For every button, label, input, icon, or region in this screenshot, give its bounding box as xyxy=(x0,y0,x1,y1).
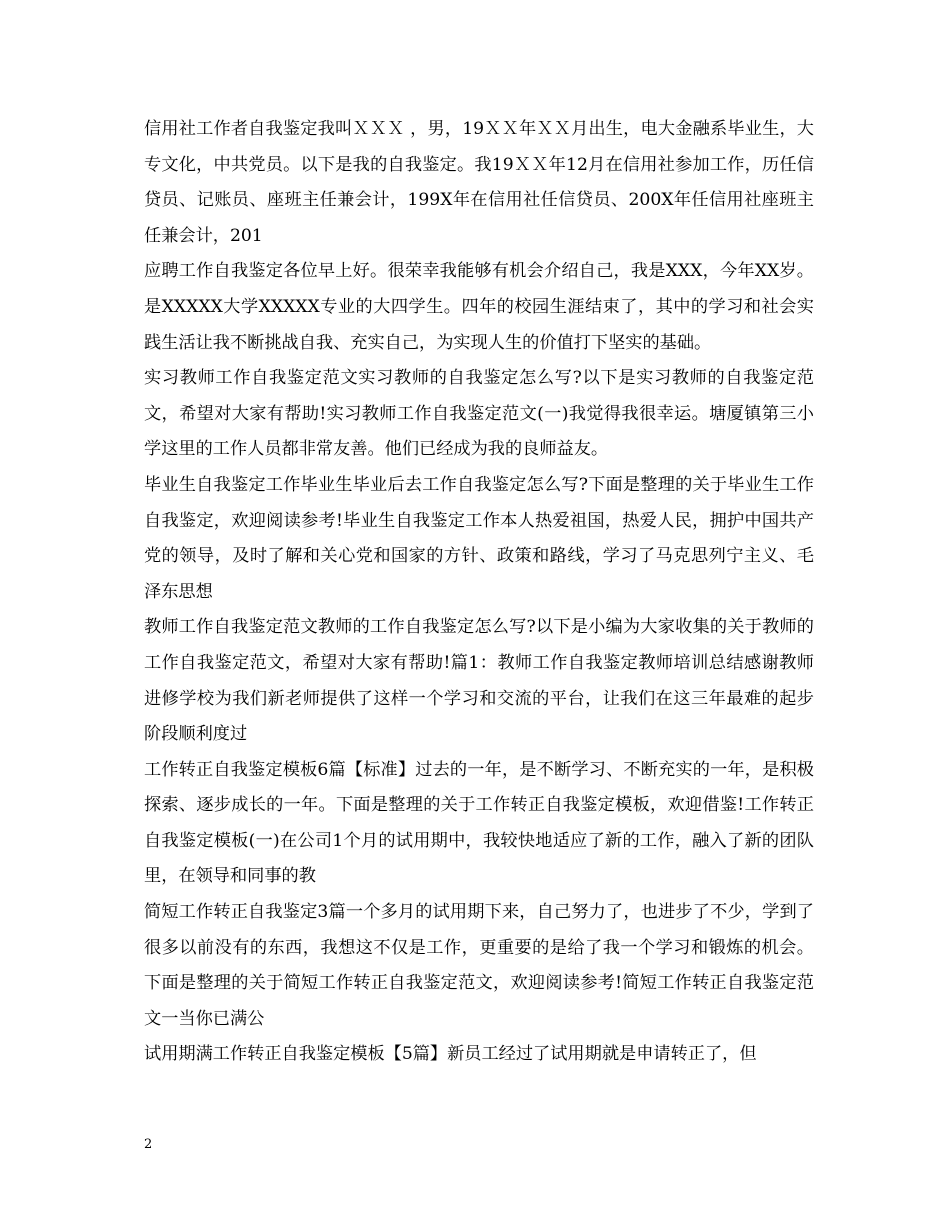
paragraph-job-application-appraisal: 应聘工作自我鉴定各位早上好。很荣幸我能够有机会介绍自己，我是XXX，今年XX岁。是XXXXX大学XXXXX专业的大四学生。四年的校园生涯结束了，其中的学习和社会实践生活让我不断挑战自我、充实自己，为实现人生的价值打下坚实的基础。 xyxy=(144,261,814,353)
paragraph-graduate-appraisal: 毕业生自我鉴定工作毕业生毕业后去工作自我鉴定怎么写?下面是整理的关于毕业生工作自我鉴定，欢迎阅读参考!毕业生自我鉴定工作本人热爱祖国，热爱人民，拥护中国共产党的领导，及时了解和关心党和国家的方针、政策和路线，学习了马克思列宁主义、毛泽东思想 xyxy=(144,474,814,602)
paragraph-probation-template: 工作转正自我鉴定模板6篇【标准】过去的一年，是不断学习、不断充实的一年，是积极探索、逐步成长的一年。下面是整理的关于工作转正自我鉴定模板，欢迎借鉴!工作转正自我鉴定模板(一)在公司1个月的试用期中，我较快地适应了新的工作，融入了新的团队里，在领导和同事的教 xyxy=(144,759,814,887)
paragraph-probation-end-template: 试用期满工作转正自我鉴定模板【5篇】新员工经过了试用期就是申请转正了，但 xyxy=(144,1044,757,1065)
paragraph-intern-teacher-appraisal: 实习教师工作自我鉴定范文实习教师的自我鉴定怎么写?以下是实习教师的自我鉴定范文，希望对大家有帮助!实习教师工作自我鉴定范文(一)我觉得我很幸运。塘厦镇第三小学这里的工作人员都非常友善。他们已经成为我的良师益友。 xyxy=(144,368,814,460)
document-body xyxy=(144,112,814,1073)
paragraph-credit-union-appraisal: 信用社工作者自我鉴定我叫ＸＸＸ ，男，19ＸＸ年ＸＸ月出生，电大金融系毕业生，大专文化，中共党员。以下是我的自我鉴定。我19ＸＸ年12月在信用社参加工作，历任信贷员、记账员、座班主任兼会计，199X年在信用社任信贷员、200X年任信用社座班主任兼会计，201 xyxy=(144,119,814,246)
page-number: 2 xyxy=(144,1137,153,1152)
paragraph-short-probation-appraisal: 简短工作转正自我鉴定3篇一个多月的试用期下来，自己努力了，也进步了不少，学到了很多以前没有的东西，我想这不仅是工作，更重要的是给了我一个学习和锻炼的机会。下面是整理的关于简短工作转正自我鉴定范文，欢迎阅读参考!简短工作转正自我鉴定范文一当你已满公 xyxy=(144,902,814,1029)
paragraph-teacher-appraisal: 教师工作自我鉴定范文教师的工作自我鉴定怎么写?以下是小编为大家收集的关于教师的工作自我鉴定范文，希望对大家有帮助!篇1：教师工作自我鉴定教师培训总结感谢教师进修学校为我们新老师提供了这样一个学习和交流的平台，让我们在这三年最难的起步阶段顺利度过 xyxy=(144,617,814,745)
